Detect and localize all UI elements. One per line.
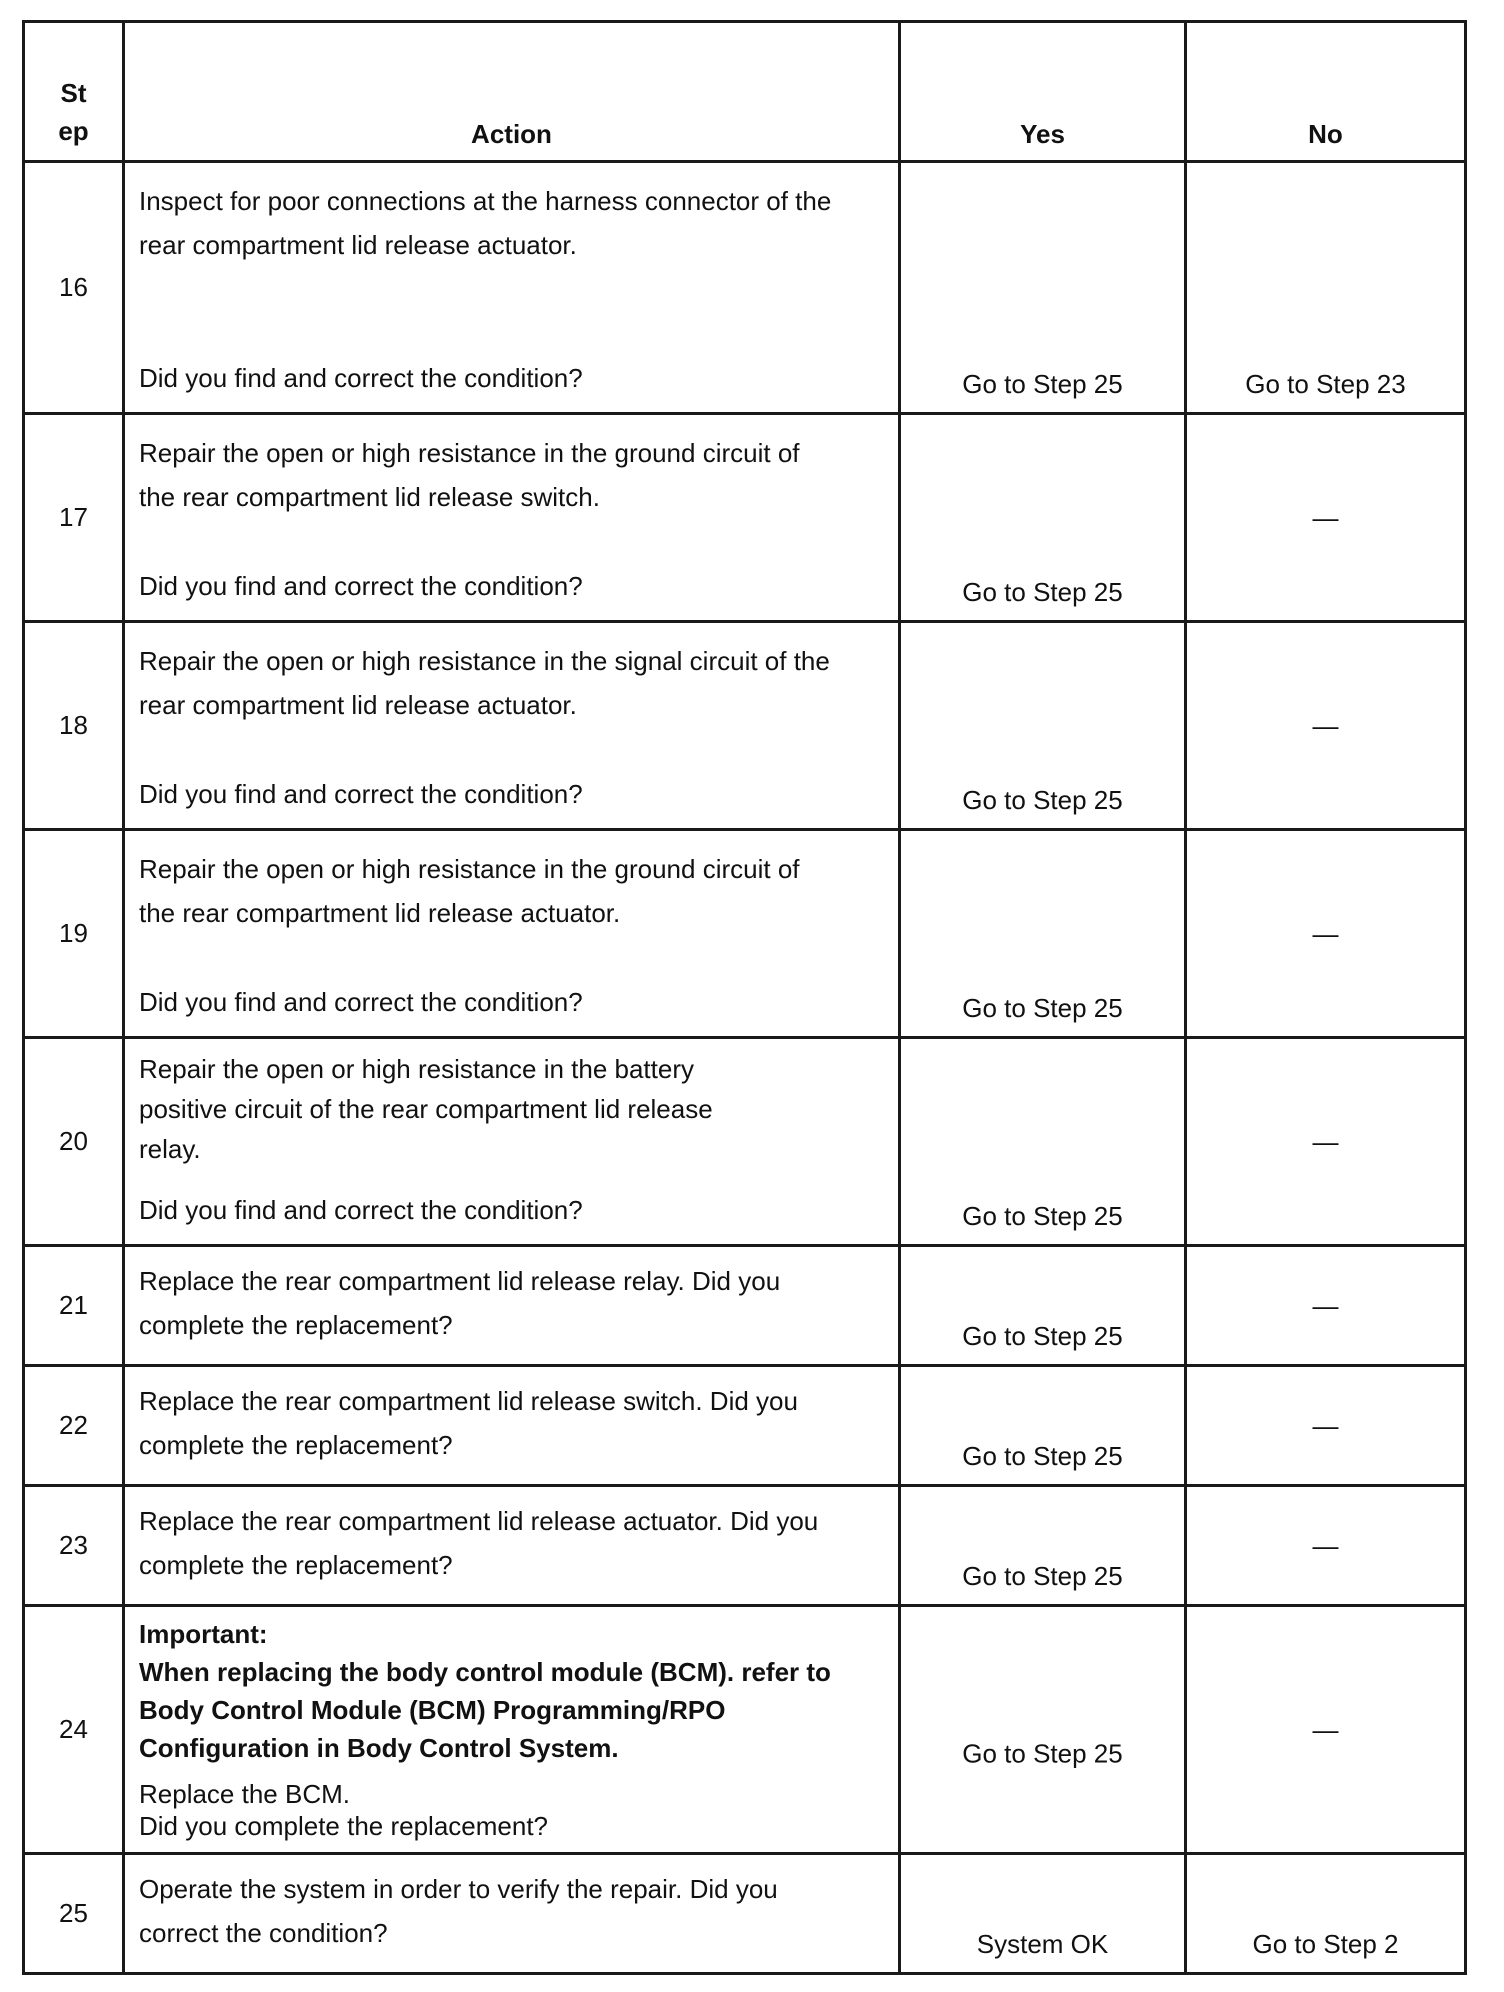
table-row [24,1606,1466,1854]
action-cell [124,830,900,1038]
yes-cell [900,1038,1186,1246]
yes-cell [900,162,1186,414]
action-text: Replace the rear compartment lid release actuator. Did you complete the replacement? [139,1506,819,1580]
yes-text: Go to Step 25 [962,993,1123,1023]
yes-cell [900,1854,1186,1974]
yes-text: Go to Step 25 [962,785,1123,815]
diagnostic-table [22,20,1467,1975]
yes-cell [900,1486,1186,1606]
table-row [24,414,1466,622]
yes-text: Go to Step 25 [962,1441,1123,1471]
no-cell [1186,414,1466,622]
no-text: — [1312,1410,1339,1440]
action-text: Operate the system in order to verify the repair. Did you correct the condition? [139,1874,778,1948]
action-cell [124,1038,900,1246]
yes-cell [900,1366,1186,1486]
step-number: 22 [24,1366,124,1486]
no-text: — [1312,502,1339,532]
table-row [24,1366,1466,1486]
step-number: 24 [24,1606,124,1854]
action-question: Did you complete the replacement? [139,1811,549,1841]
step-number: 25 [24,1854,124,1974]
important-label: Important: [139,1619,268,1649]
action-text: Repair the open or high resistance in the battery positive circuit of the rear compartment lid release relay. [139,1054,713,1164]
action-question: Did you find and correct the condition? [139,571,583,601]
action-cell [124,1486,900,1606]
action-question: Did you find and correct the condition? [139,987,583,1017]
no-cell [1186,622,1466,830]
action-cell [124,162,900,414]
header-step-line2: ep [58,116,89,146]
no-cell [1186,1038,1466,1246]
no-text: — [1312,918,1339,948]
no-text: — [1312,1290,1339,1320]
action-cell [124,1854,900,1974]
action-text: Repair the open or high resistance in the ground circuit of the rear compartment lid release switch. [139,438,800,512]
yes-cell [900,830,1186,1038]
yes-text: Go to Step 25 [962,369,1123,399]
no-text: — [1312,1714,1339,1744]
table-row [24,1246,1466,1366]
action-cell [124,622,900,830]
step-number: 23 [24,1486,124,1606]
yes-text: Go to Step 25 [962,1561,1123,1591]
action-text: Replace the rear compartment lid release relay. Did you complete the replacement? [139,1266,781,1340]
action-cell [124,1606,900,1854]
yes-text: Go to Step 25 [962,1321,1123,1351]
table-row [24,830,1466,1038]
header-yes: Yes [900,22,1186,162]
step-number: 18 [24,622,124,830]
action-cell [124,1366,900,1486]
no-cell [1186,1246,1466,1366]
header-row [24,22,1466,162]
yes-text: Go to Step 25 [962,577,1123,607]
yes-cell [900,1606,1186,1854]
header-step [24,22,124,162]
table-row [24,162,1466,414]
no-text: — [1312,710,1339,740]
table-row [24,1854,1466,1974]
action-cell [124,414,900,622]
header-action: Action [124,22,900,162]
yes-cell [900,414,1186,622]
no-cell [1186,1606,1466,1854]
yes-text: Go to Step 25 [962,1738,1123,1769]
important-text: When replacing the body control module (BCM). refer to Body Control Module (BCM) Programming/RPO Configuration in Body Control System. [139,1657,831,1763]
action-question: Did you find and correct the condition? [139,779,583,809]
step-number: 20 [24,1038,124,1246]
header-step-line1: St [60,78,87,108]
action-text: Repair the open or high resistance in the ground circuit of the rear compartment lid release actuator. [139,854,800,928]
table-row [24,1486,1466,1606]
action-text: Repair the open or high resistance in the signal circuit of the rear compartment lid release actuator. [139,646,830,720]
no-text: Go to Step 23 [1245,369,1406,399]
step-number: 17 [24,414,124,622]
table-row [24,622,1466,830]
action-text: Inspect for poor connections at the harness connector of the rear compartment lid release actuator. [139,186,832,260]
table-row [24,1038,1466,1246]
no-cell [1186,1366,1466,1486]
header-no: No [1186,22,1466,162]
yes-cell [900,1246,1186,1366]
step-number: 21 [24,1246,124,1366]
action-cell [124,1246,900,1366]
action-question: Did you find and correct the condition? [139,1195,583,1225]
no-cell [1186,830,1466,1038]
no-cell [1186,1486,1466,1606]
no-text: — [1312,1530,1339,1560]
yes-text: System OK [976,1929,1109,1959]
action-text: Replace the BCM. [139,1779,350,1809]
action-question: Did you find and correct the condition? [139,363,583,393]
yes-text: Go to Step 25 [962,1201,1123,1231]
action-text: Replace the rear compartment lid release switch. Did you complete the replacement? [139,1386,798,1460]
important-note [139,1615,884,1841]
no-cell [1186,162,1466,414]
step-number: 19 [24,830,124,1038]
no-text: — [1312,1126,1339,1156]
no-text: Go to Step 2 [1252,1929,1399,1959]
yes-cell [900,622,1186,830]
no-cell [1186,1854,1466,1974]
step-number: 16 [24,162,124,414]
